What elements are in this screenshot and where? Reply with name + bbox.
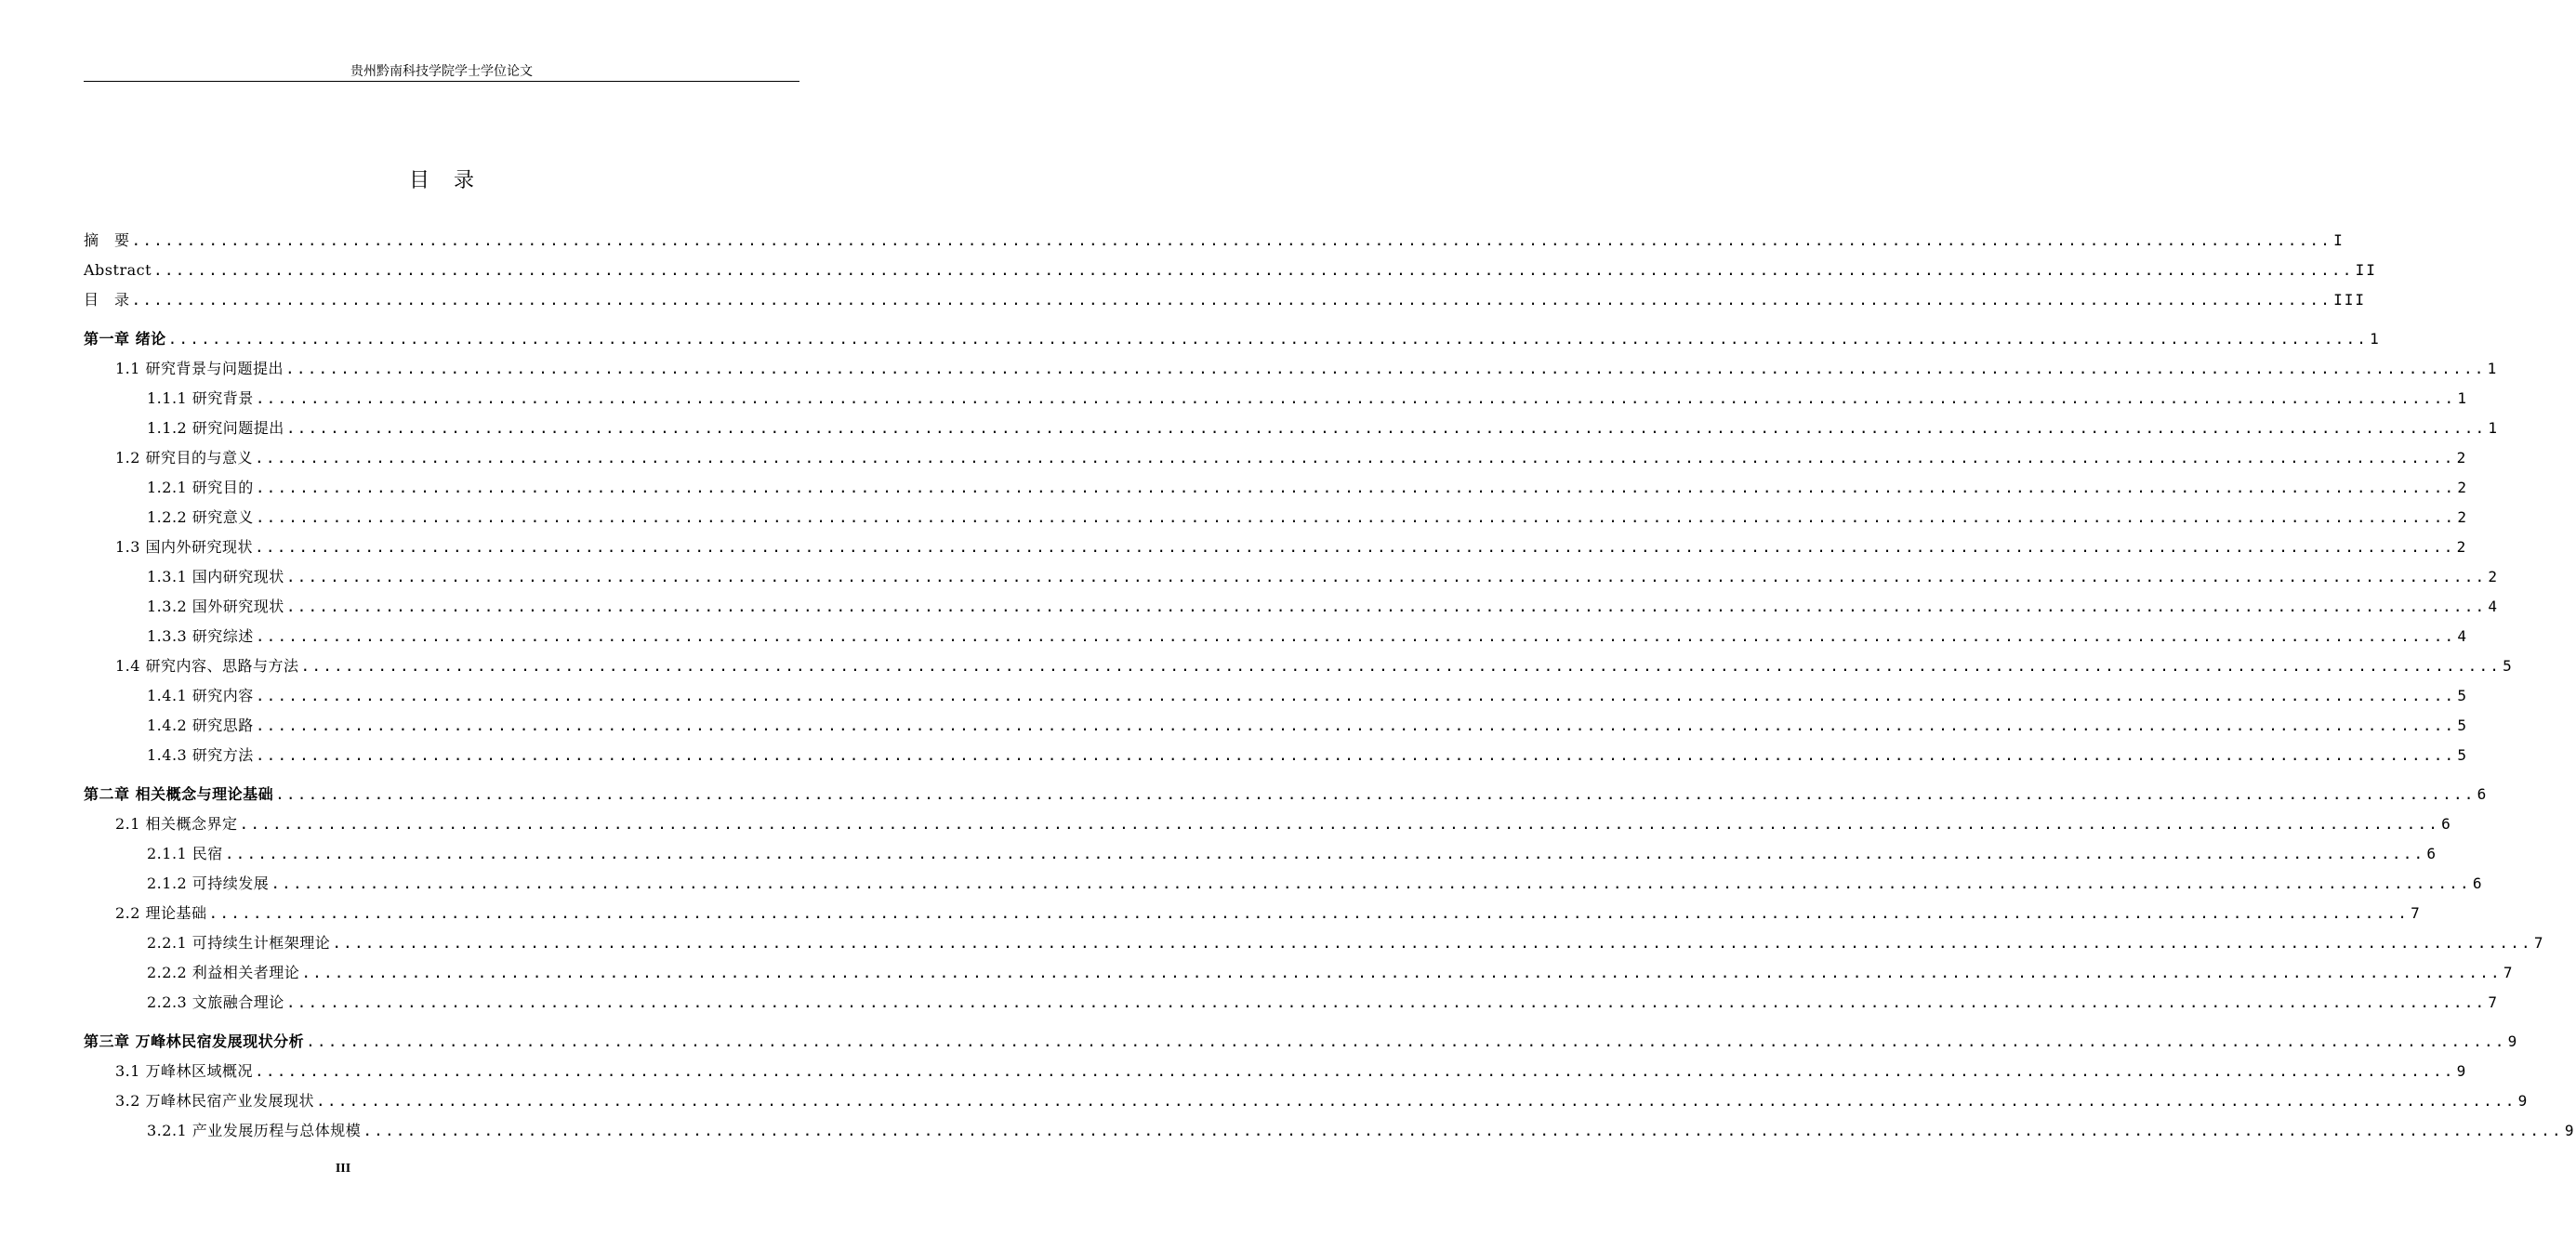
toc-entry-page: 1 [2457,389,2469,407]
toc-entry-label: 3.2 万峰林民宿产业发展现状 [115,1092,315,1110]
toc-entry-label: 1.1 研究背景与问题提出 [115,360,284,377]
toc-entry-label: 第二章 相关概念与理论基础 [84,785,274,803]
toc-dot-leader: ........................................................................................................................................................................................................ [255,538,2455,556]
toc-dot-leader: ........................................................................................................................................................................................................ [255,717,2456,734]
toc-entry[interactable] [147,622,2469,651]
toc-entry-page: 5 [2457,746,2469,764]
toc-entry-page: 7 [2411,904,2422,922]
toc-entry[interactable] [147,741,2469,770]
toc-chapter-entry[interactable] [84,324,2381,354]
toc-dot-leader: ........................................................................................................................................................................................................ [275,785,2476,803]
toc-dot-leader: ........................................................................................................................................................................................................ [306,1032,2506,1050]
toc-entry[interactable] [147,473,2469,503]
toc-entry[interactable] [147,1116,2576,1146]
toc-dot-leader: ........................................................................................................................................................................................................ [131,231,2332,249]
toc-entry[interactable] [115,532,2468,562]
toc-entry[interactable] [147,592,2500,622]
toc-entry-label: 1.4.3 研究方法 [147,746,254,764]
toc-dot-leader: ........................................................................................................................................................................................................ [239,815,2440,833]
toc-entry[interactable] [147,958,2515,988]
toc-entry-page: 2 [2457,508,2469,526]
toc-entry[interactable] [147,384,2469,414]
toc-entry-label: 1.1.2 研究问题提出 [147,419,284,437]
toc-entry-label: 2.1.1 民宿 [147,845,223,862]
toc-entry-label: 2.2 理论基础 [115,904,207,922]
toc-dot-leader: ........................................................................................................................................................................................................ [255,687,2456,704]
toc-entry[interactable] [84,226,2345,256]
toc-entry[interactable] [115,809,2452,839]
toc-entry[interactable] [115,354,2499,384]
toc-entry-label: 1.3.3 研究综述 [147,627,254,645]
toc-entry-label: 2.1.2 可持续发展 [147,874,270,892]
toc-entry-page: 6 [2472,874,2484,892]
toc-entry-label: 摘 要 [84,231,130,249]
toc-entry-page: I [2333,231,2345,249]
toc-entry-label: 第三章 万峰林民宿发展现状分析 [84,1032,305,1050]
toc-entry[interactable] [115,651,2514,681]
toc-entry[interactable] [115,1057,2468,1086]
toc-entry-page: 7 [2533,934,2545,952]
toc-entry-page: 5 [2457,717,2469,734]
toc-entry[interactable] [147,839,2438,869]
toc-entry-label: Abstract [84,261,152,279]
toc-entry-page: 6 [2477,785,2489,803]
toc-dot-leader: ........................................................................................................................................................................................................ [363,1122,2563,1139]
toc-entry-page: 9 [2507,1032,2519,1050]
toc-entry-label: 第一章 绪论 [84,330,166,348]
toc-entry[interactable] [115,899,2422,928]
toc-entry-page: 7 [2503,964,2515,981]
toc-entry-label: 目 录 [84,291,130,309]
toc-entry-page: 7 [2488,993,2500,1011]
toc-entry-label: 2.2.3 文旅融合理论 [147,993,284,1011]
toc-dot-leader: ........................................................................................................................................................................................................ [131,291,2332,309]
toc-chapter-entry[interactable] [84,1027,2519,1057]
toc-dot-leader: ........................................................................................................................................................................................................ [285,419,2487,437]
page-header [84,63,799,82]
toc-entry-page: 9 [2456,1062,2468,1080]
toc-entry-label: 2.2.2 利益相关者理论 [147,964,300,981]
toc-dot-leader: ........................................................................................................................................................................................................ [316,1092,2517,1110]
toc-entry[interactable] [147,928,2545,958]
toc-dot-leader: ........................................................................................................................................................................................................ [255,746,2456,764]
toc-dot-leader: ........................................................................................................................................................................................................ [285,598,2487,615]
toc-dot-leader: ........................................................................................................................................................................................................ [301,964,2502,981]
toc-dot-leader: ........................................................................................................................................................................................................ [255,449,2455,467]
toc-dot-leader: ........................................................................................................................................................................................................ [285,568,2487,585]
footer-page-number: III [335,1162,351,1176]
toc-entry-page: 1 [2487,360,2499,377]
toc-dot-leader: ........................................................................................................................................................................................................ [285,993,2487,1011]
toc-entry[interactable] [147,503,2469,532]
toc-entry-label: 1.1.1 研究背景 [147,389,254,407]
header-title: 贵州黔南科技学院学士学位论文 [350,64,533,79]
toc-dot-leader: ........................................................................................................................................................................................................ [224,845,2425,862]
toc-entry-page: III [2333,291,2366,309]
toc-entry-label: 3.1 万峰林区域概况 [115,1062,254,1080]
toc-entry-page: 6 [2441,815,2452,833]
toc-dot-leader: ........................................................................................................................................................................................................ [255,508,2456,526]
toc-entry[interactable] [147,681,2469,711]
toc-entry-label: 2.1 相关概念界定 [115,815,238,833]
toc-dot-leader: ........................................................................................................................................................................................................ [255,627,2456,645]
toc-entry-label: 1.2.1 研究目的 [147,479,254,496]
toc-dot-leader: ........................................................................................................................................................................................................ [332,934,2532,952]
toc-entry-label: 3.2.1 产业发展历程与总体规模 [147,1122,362,1139]
toc-entry-label: 2.2.1 可持续生计框架理论 [147,934,331,952]
toc-entry-page: 5 [2457,687,2469,704]
toc-entry[interactable] [115,443,2468,473]
toc-entry-page: 1 [2488,419,2500,437]
toc-dot-leader: ........................................................................................................................................................................................................ [167,330,2369,348]
toc-entry-page: 4 [2488,598,2500,615]
toc-entry-label: 1.4.1 研究内容 [147,687,254,704]
toc-dot-leader: ........................................................................................................................................................................................................ [255,389,2456,407]
toc-entry[interactable] [84,256,2377,285]
toc-entry-page: 2 [2456,538,2468,556]
toc-dot-leader: ........................................................................................................................................................................................................ [208,904,2410,922]
toc-entry-page: 4 [2457,627,2469,645]
toc-dot-leader: ........................................................................................................................................................................................................ [285,360,2486,377]
toc-entry-page: 2 [2488,568,2500,585]
toc-dot-leader: ........................................................................................................................................................................................................ [255,1062,2455,1080]
page-footer [0,1160,686,1178]
toc-entry[interactable] [147,711,2469,741]
toc-dot-leader: ........................................................................................................................................................................................................ [300,657,2502,675]
toc-entry[interactable] [84,285,2366,315]
toc-entry[interactable] [147,988,2500,1018]
toc-entry-label: 1.3 国内外研究现状 [115,538,254,556]
toc-entry-page: 5 [2503,657,2514,675]
toc-entry-page: 6 [2426,845,2438,862]
toc-entry[interactable] [147,414,2500,443]
toc-entry[interactable] [115,1086,2530,1116]
toc-entry-label: 1.2.2 研究意义 [147,508,254,526]
toc-title: 目录 [408,169,498,192]
toc-entry-page: 9 [2517,1092,2530,1110]
toc-chapter-entry[interactable] [84,780,2489,809]
toc-entry-label: 1.2 研究目的与意义 [115,449,254,467]
toc-entry-label: 1.3.1 国内研究现状 [147,568,284,585]
toc-entry-page: 2 [2457,479,2469,496]
toc-entry-label: 1.4.2 研究思路 [147,717,254,734]
toc-entry-page: 2 [2456,449,2468,467]
toc-entry-label: 1.4 研究内容、思路与方法 [115,657,299,675]
toc-dot-leader: ........................................................................................................................................................................................................ [153,261,2354,279]
toc-entry-page: 1 [2370,330,2381,348]
toc-entry-label: 1.3.2 国外研究现状 [147,598,284,615]
toc-dot-leader: ........................................................................................................................................................................................................ [271,874,2471,892]
toc-entry-page: 9 [2564,1122,2576,1139]
toc-entry[interactable] [147,562,2500,592]
toc-entry[interactable] [147,869,2484,899]
toc-dot-leader: ........................................................................................................................................................................................................ [255,479,2456,496]
toc-entry-page: II [2355,261,2377,279]
